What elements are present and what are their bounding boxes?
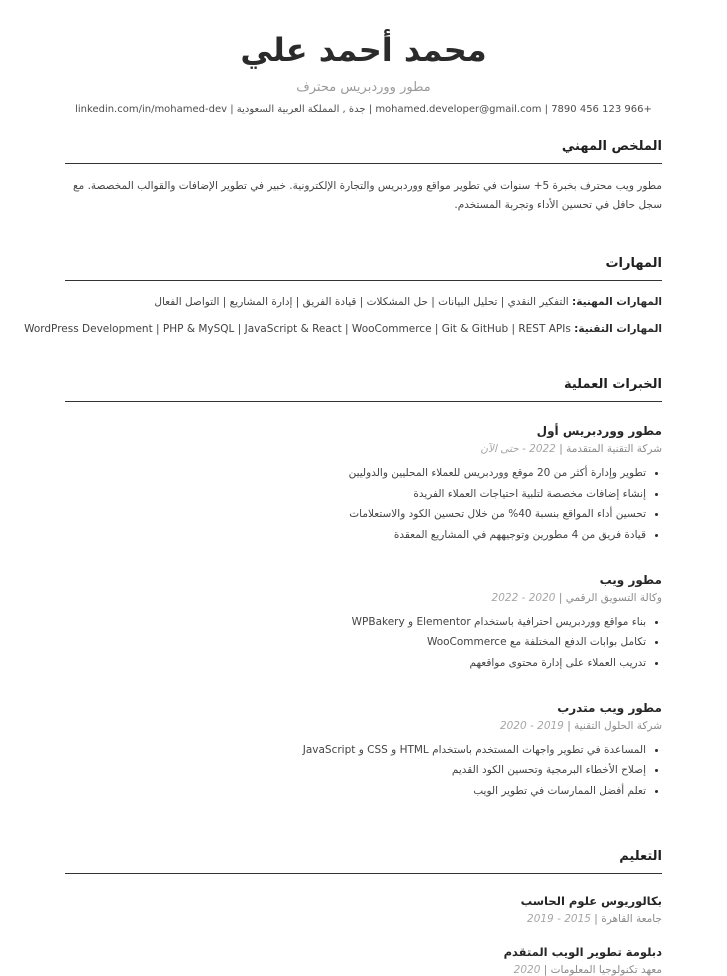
meta-separator: | xyxy=(558,591,563,604)
contact-line: +966 123 456 7890 | mohamed.developer@gmail.com | جدة , المملكة العربية السعودية | linkedin.com/in/mohamed-dev xyxy=(75,104,652,115)
education-dates: 2020 xyxy=(513,963,541,976)
skills-row-technical xyxy=(24,322,662,335)
job-bullet: • قيادة فريق من 4 مطورين وتوجيههم في المشاريع المعقدة xyxy=(65,528,646,543)
meta-separator: | xyxy=(559,442,563,455)
job-bullet: • تحسين أداء المواقع بنسبة 40% من خلال تحسين الكود والاستعلامات xyxy=(65,507,646,522)
experience-heading: الخبرات العملية xyxy=(65,377,662,402)
skills-technical-label: المهارات التقنية: xyxy=(574,322,662,335)
job-meta xyxy=(65,592,662,604)
job-title: مطور ويب متدرب xyxy=(557,700,662,715)
skills-professional-list: التفكير النقدي | تحليل البيانات | حل المشكلات | قيادة الفريق | إدارة المشاريع | التواصل الفعال xyxy=(154,295,569,308)
job-bullet: • إصلاح الأخطاء البرمجية وتحسين الكود القديم xyxy=(65,763,646,778)
meta-separator: | xyxy=(567,719,571,732)
section-summary xyxy=(65,139,662,216)
job-bullet-list xyxy=(65,743,662,799)
degree-title: بكالوريوس علوم الحاسب xyxy=(520,893,662,908)
skills-row-professional xyxy=(65,296,662,308)
skills-professional-label: المهارات المهنية: xyxy=(572,295,662,308)
job-bullet: • المساعدة في تطوير واجهات المستخدم باستخدام HTML و CSS و JavaScript xyxy=(65,743,646,758)
job-dates: 2020 - 2022 xyxy=(491,591,556,604)
job-company: شركة الحلول التقنية xyxy=(574,719,662,732)
resume-header xyxy=(65,30,662,115)
candidate-job-title: مطور ووردبريس محترف xyxy=(296,80,431,95)
school-name: معهد تكنولوجيا المعلومات xyxy=(550,963,662,976)
summary-heading: الملخص المهني xyxy=(65,139,662,164)
job-company: وكالة التسويق الرقمي xyxy=(565,591,662,604)
job-bullet: • تطوير وإدارة أكثر من 20 موقع ووردبريس للعملاء المحليين والدوليين xyxy=(65,466,646,481)
summary-text: مطور ويب محترف بخبرة 5+ سنوات في تطوير مواقع ووردبريس والتجارة الإلكترونية. خبير في تطوير الإضافات والقوالب المخصصة. مع سجل حافل في تحسين الأداء وتجربة المستخدم. xyxy=(73,180,662,212)
meta-separator: | xyxy=(543,963,548,976)
job-meta xyxy=(65,720,662,732)
job-bullet-list xyxy=(65,615,662,671)
skills-heading: المهارات xyxy=(65,256,662,281)
job-company: شركة التقنية المتقدمة xyxy=(566,442,662,455)
section-skills xyxy=(24,255,662,335)
education-meta xyxy=(65,964,662,976)
job-bullet: • تعلم أفضل الممارسات في تطوير الويب xyxy=(65,784,646,799)
section-experience xyxy=(65,377,662,799)
job-entry xyxy=(65,424,662,543)
job-entry xyxy=(65,701,662,799)
job-bullet: • إنشاء إضافات مخصصة لتلبية احتياجات العملاء الفريدة xyxy=(65,487,646,502)
job-bullet-list xyxy=(65,466,662,543)
education-entry xyxy=(65,945,662,976)
meta-separator: | xyxy=(594,912,598,925)
school-name: جامعة القاهرة xyxy=(601,912,662,925)
job-dates: 2022 - حتى الآن xyxy=(480,442,556,455)
job-title: مطور ووردبريس أول xyxy=(536,423,662,438)
education-heading: التعليم xyxy=(65,849,662,874)
job-bullet: • بناء مواقع ووردبريس احترافية باستخدام Elementor و WPBakery xyxy=(65,615,646,630)
degree-title: دبلومة تطوير الويب المتقدم xyxy=(503,944,662,959)
education-entry xyxy=(65,894,662,925)
job-meta xyxy=(65,443,662,455)
skills-technical-list: WordPress Development | PHP & MySQL | JavaScript & React | WooCommerce | Git & GitHub | REST APIs xyxy=(24,322,571,335)
job-entry xyxy=(65,573,662,671)
candidate-name: محمد أحمد علي xyxy=(240,31,487,69)
job-bullet: • تدريب العملاء على إدارة محتوى مواقعهم xyxy=(65,656,646,671)
section-education xyxy=(65,849,662,976)
education-meta xyxy=(65,913,662,925)
job-dates: 2019 - 2020 xyxy=(499,719,564,732)
job-title: مطور ويب xyxy=(599,572,662,587)
education-dates: 2015 - 2019 xyxy=(527,912,591,925)
job-bullet: • تكامل بوابات الدفع المختلفة مع WooCommerce xyxy=(65,635,646,650)
